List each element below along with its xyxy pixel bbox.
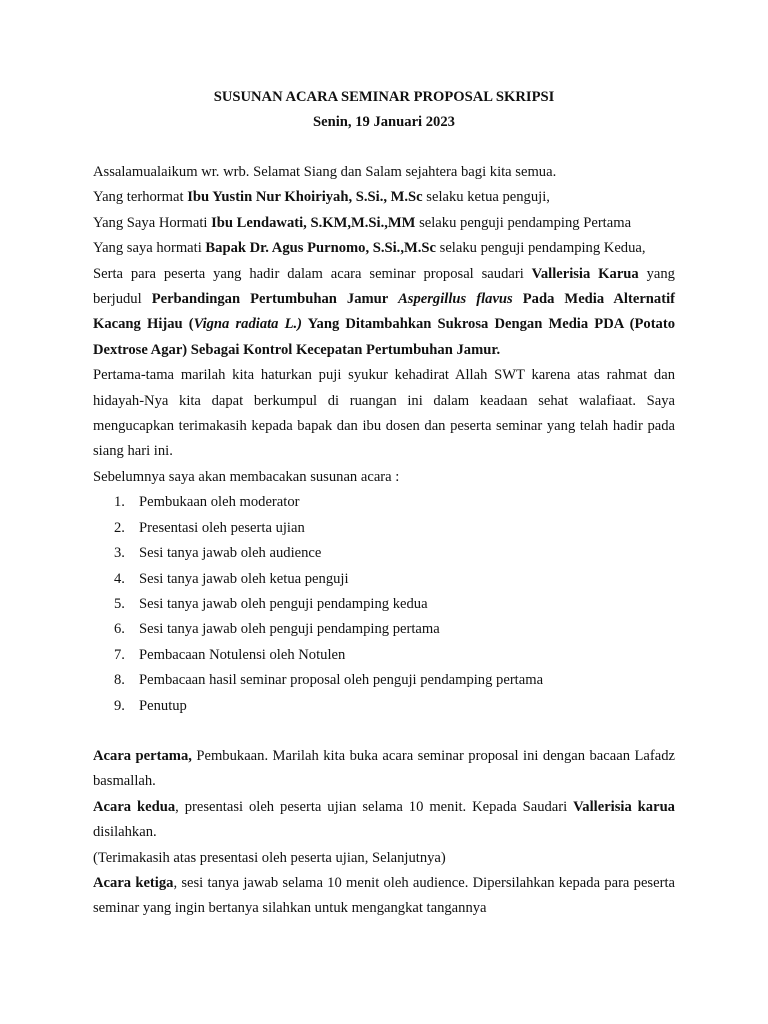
salutation-ketua-penguji: Yang terhormat Ibu Yustin Nur Khoiriyah, S.Si., M.Sc selaku ketua penguji, [93,189,550,206]
thesis-title: Perbandingan Pertumbuhan Jamur Aspergillus flavus Pada Media Alternatif Kacang Hijau (Vigna radiata L.) Yang Ditambahkan Sukrosa Dengan Media PDA (Potato Dextrose Agar) Sebagai Kontrol Kecepatan Pertumbuhan Jamur. [93,291,676,358]
agenda-intro: Sebelumnya saya akan membacakan susunan acara : [93,468,400,485]
salutation-penguji-pertama: Yang Saya Hormati Ibu Lendawati, S.KM,M.Si.,MM selaku penguji pendamping Pertama [93,214,632,231]
acara-kedua-paragraph: Acara kedua, presentasi oleh peserta ujian selama 10 menit. Kepada Saudari Vallerisia karua disilahkan. [93,798,675,841]
agenda-item: 8. Pembacaan hasil seminar proposal oleh penguji pendamping pertama [114,672,544,689]
agenda-item: 5. Sesi tanya jawab oleh penguji pendamping kedua [114,595,428,612]
agenda-item: 6. Sesi tanya jawab oleh penguji pendamping pertama [114,621,440,638]
agenda-item: 1. Pembukaan oleh moderator [114,494,300,511]
agenda-list [93,490,675,719]
document-title: SUSUNAN ACARA SEMINAR PROPOSAL SKRIPSI [213,89,555,105]
thanks-paragraph: (Terimakasih atas presentasi oleh peserta ujian, Selanjutnya) [93,849,446,866]
salutation-peserta: Serta para peserta yang hadir dalam acara seminar proposal saudari Vallerisia Karua yang berjudul Perbandingan Pertumbuhan Jamur Aspergillus flavus Pada Media Alternatif Kacang Hijau (Vigna radiata L.) Yang Ditambahkan Sukrosa Dengan Media PDA (Potato Dextrose Agar) Sebagai Kontrol Kecepatan Pertumbuhan Jamur. [93,265,676,358]
opening-paragraph: Pertama-tama marilah kita haturkan puji syukur kehadirat Allah SWT karena atas rahmat dan hidayah-Nya kita dapat berkumpul di ruangan ini dalam keadaan sehat walafiaat. Saya mengucapkan terimakasih kepada bapak dan ibu dosen dan peserta seminar yang telah hadir pada siang hari ini. [93,367,675,460]
document-date: Senin, 19 Januari 2023 [313,114,455,130]
acara-ketiga-paragraph: Acara ketiga, sesi tanya jawab selama 10 menit oleh audience. Dipersilahkan kepada para peserta seminar yang ingin bertanya silahkan untuk mengangkat tangannya [93,874,675,917]
agenda-item: 4. Sesi tanya jawab oleh ketua penguji [114,570,349,587]
acara-pertama-paragraph: Acara pertama, Pembukaan. Marilah kita buka acara seminar proposal ini dengan bacaan Lafadz basmallah. [93,747,675,790]
spacer [93,719,675,744]
agenda-item: 7. Pembacaan Notulensi oleh Notulen [114,646,346,663]
salutation-penguji-kedua: Yang saya hormati Bapak Dr. Agus Purnomo, S.Si.,M.Sc selaku penguji pendamping Kedua, [93,240,646,257]
agenda-item: 2. Presentasi oleh peserta ujian [114,519,305,536]
agenda-item: 9. Penutup [114,697,187,714]
agenda-item: 3. Sesi tanya jawab oleh audience [114,545,322,562]
greeting-paragraph: Assalamualaikum wr. wrb. Selamat Siang dan Salam sejahtera bagi kita semua. [93,164,557,180]
document-body [93,160,675,922]
